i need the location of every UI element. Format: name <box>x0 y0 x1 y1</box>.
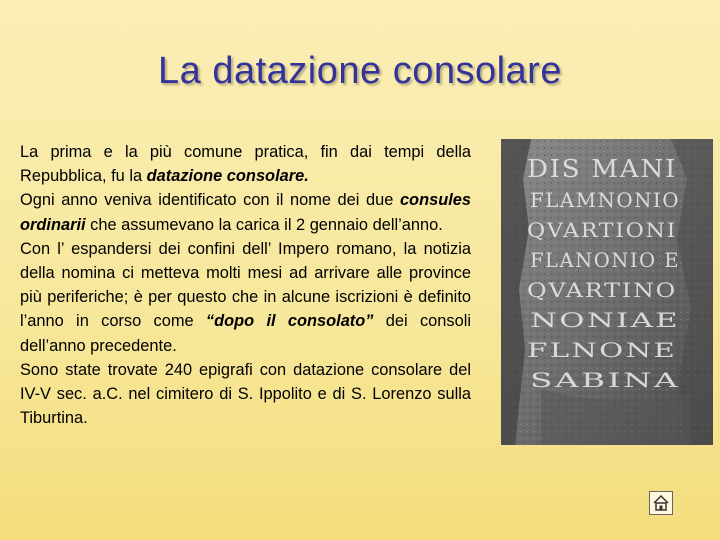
paragraph-3-emphasis: “dopo il consolato” <box>205 312 374 331</box>
paragraph-2-text: Ogni anno veniva identificato con il nome dei due <box>20 191 400 210</box>
paragraph-1-text: La prima e la più comune pratica, fin dai tempi della Repubblica, fu la <box>20 143 471 186</box>
inscription-line: NONIAE <box>530 308 680 332</box>
home-button[interactable] <box>649 491 673 515</box>
paragraph-3-text: Con l’ espandersi dei confini dell’ Impero romano, la notizia della nomina ci metteva molti mesi ad arrivare alle province più periferiche; è per questo che in alcune iscrizioni è definito l’anno in corso come <box>20 239 471 331</box>
inscription-line: FLANONIO E <box>530 248 680 272</box>
inscription-line: FLNONE <box>527 338 677 362</box>
inscription-line: DIS MANI <box>527 155 677 183</box>
paragraph-2-emphasis: consules ordinarii <box>20 191 471 234</box>
inscription-line: FLAMNONIO <box>530 188 680 212</box>
paragraph-4: Sono state trovate 240 epigrafi con datazione consolare del IV-V sec. a.C. nel cimitero di S. Ippolito e di S. Lorenzo sulla Tiburtina. <box>20 360 471 428</box>
body-text <box>20 140 471 430</box>
paragraph-2-text-end: che assumevano la carica il 2 gennaio dell’anno. <box>85 215 443 234</box>
paragraph-1-emphasis: datazione consolare. <box>146 167 309 186</box>
paragraph-3-text-end: dei consoli dell’anno precedente. <box>20 312 471 355</box>
inscription-line: QVARTIONI <box>527 218 677 242</box>
inscription-line: SABINA <box>530 368 680 392</box>
paragraph-3 <box>20 237 471 358</box>
inscription-line: QVARTINO <box>527 278 677 302</box>
slide-title: La datazione consolare <box>158 50 562 92</box>
paragraph-1 <box>20 140 471 188</box>
paragraph-2 <box>20 188 471 236</box>
home-icon <box>652 494 670 512</box>
inscription-photo <box>501 139 713 445</box>
